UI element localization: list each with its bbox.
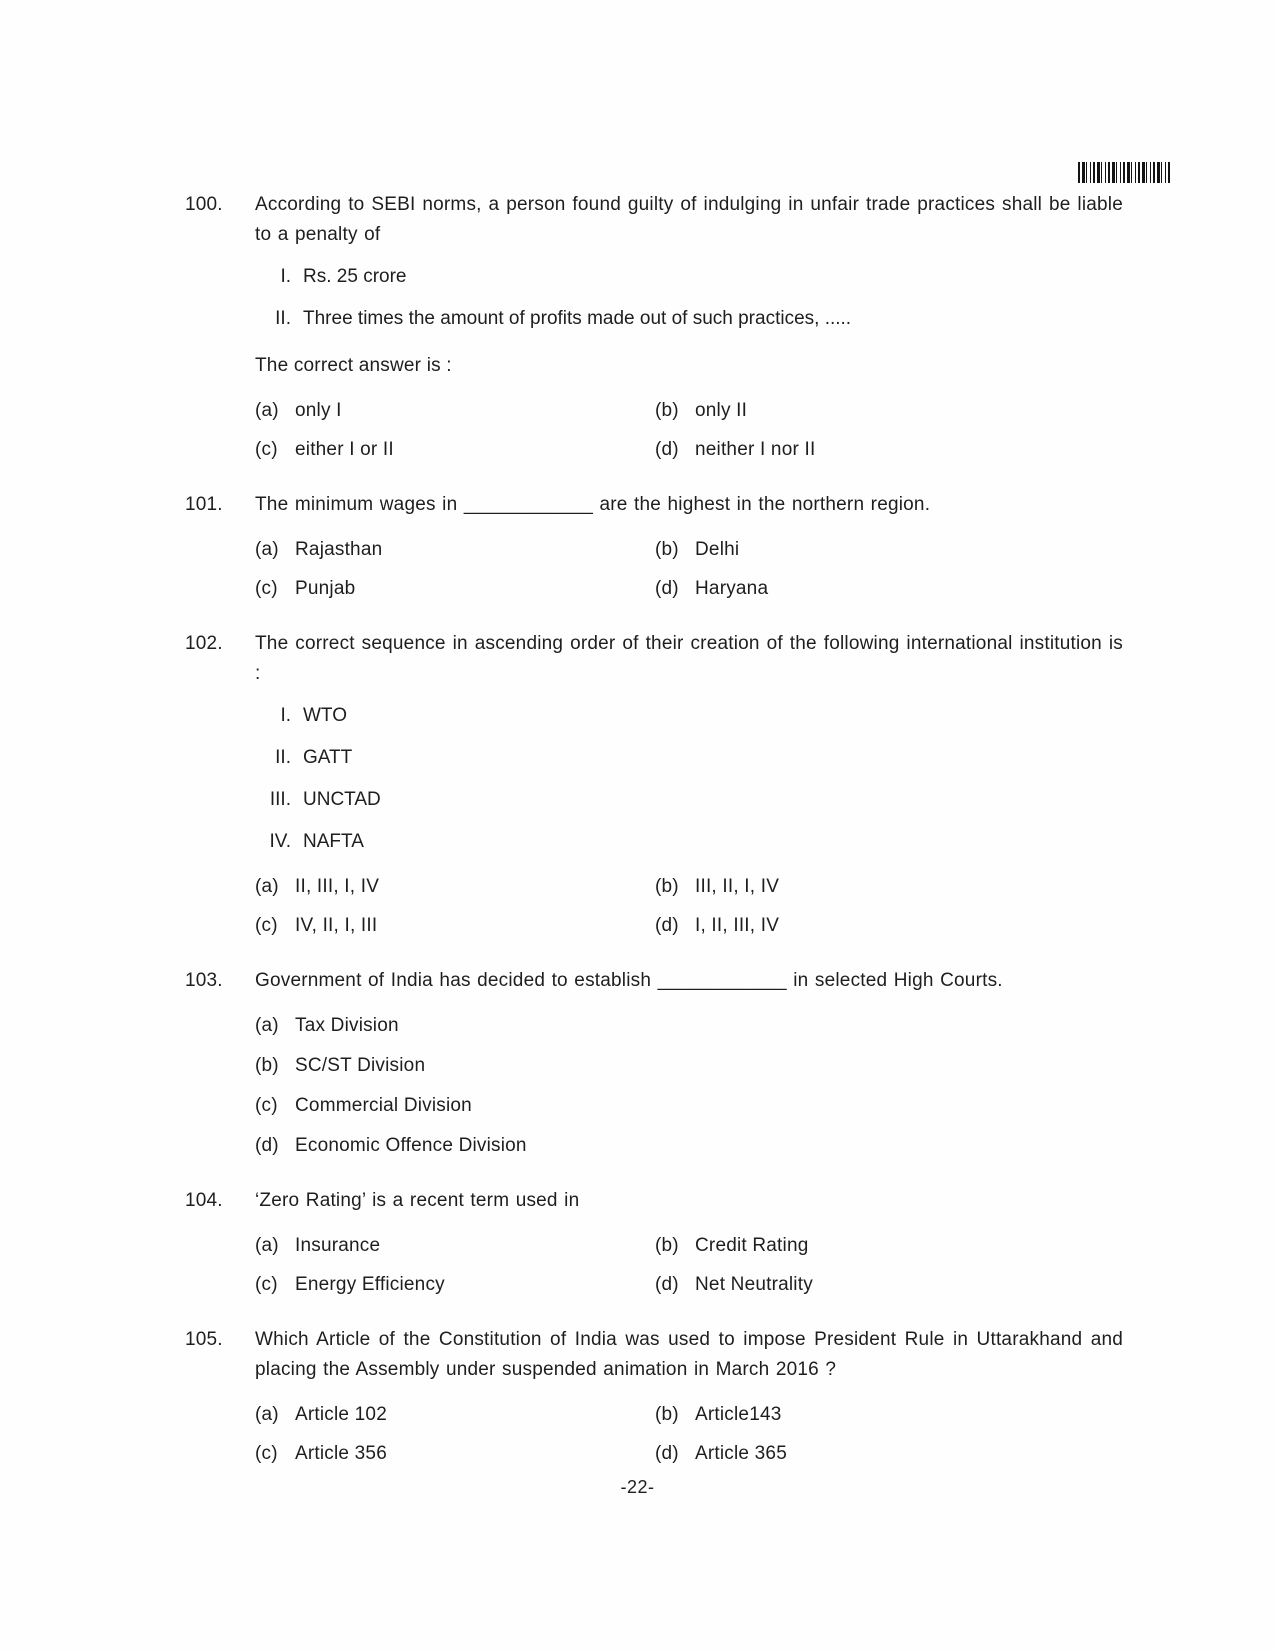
option-c [255, 1439, 655, 1468]
question-100 [0, 190, 1275, 464]
option-label: (a) [255, 1015, 279, 1036]
option-label: (c) [255, 578, 278, 599]
options-grid [255, 535, 1123, 603]
options-grid [255, 1231, 1123, 1299]
option-a [255, 872, 655, 901]
statement-text: Three times the amount of profits made out of such practices, ..... [303, 308, 852, 329]
option-a [255, 1231, 655, 1260]
option-label: (a) [255, 1404, 279, 1425]
option-text: II, III, I, IV [295, 876, 380, 897]
question-number: 102. [185, 633, 223, 654]
option-b [655, 396, 1123, 425]
question-body [255, 966, 1123, 1160]
option-text: Rajasthan [295, 539, 383, 560]
options-grid [255, 396, 1123, 464]
question-body [255, 190, 1123, 464]
option-text: either I or II [295, 439, 394, 460]
option-text: Article 356 [295, 1443, 387, 1464]
options-grid [255, 1400, 1123, 1468]
options-grid [255, 872, 1123, 940]
option-text: Punjab [295, 578, 356, 599]
question-body [255, 490, 1123, 603]
option-text: Article 102 [295, 1404, 387, 1425]
question-number: 100. [185, 194, 223, 215]
option-text: Article143 [695, 1404, 782, 1425]
option-label: (b) [655, 539, 679, 560]
option-text: Article 365 [695, 1443, 787, 1464]
option-label: (b) [655, 400, 679, 421]
statement-text: GATT [303, 747, 353, 768]
option-text: Commercial Division [295, 1095, 472, 1116]
question-text: According to SEBI norms, a person found guilty of indulging in unfair trade practices shall be liable to a penalty of [255, 194, 1123, 245]
question-number: 104. [185, 1190, 223, 1211]
question-104 [0, 1186, 1275, 1299]
option-label: (d) [655, 578, 679, 599]
question-text: The minimum wages in ____________ are the highest in the northern region. [255, 494, 931, 515]
option-a [255, 396, 655, 425]
option-text: only I [295, 400, 342, 421]
option-text: Economic Offence Division [295, 1135, 527, 1156]
question-body [255, 629, 1123, 940]
option-label: (a) [255, 1235, 279, 1256]
option-label: (a) [255, 400, 279, 421]
question-note: The correct answer is : [255, 355, 452, 376]
questions-list [0, 190, 1275, 1494]
option-text: Energy Efficiency [295, 1274, 445, 1295]
statement-label: II. [275, 308, 291, 329]
statement-text: WTO [303, 705, 347, 726]
question-body [255, 1325, 1123, 1468]
option-label: (d) [655, 439, 679, 460]
option-a [255, 535, 655, 564]
option-b [255, 1051, 1123, 1080]
option-d [655, 911, 1123, 940]
option-d [655, 1439, 1123, 1468]
option-text: Credit Rating [695, 1235, 809, 1256]
option-label: (b) [655, 876, 679, 897]
option-text: IV, II, I, III [295, 915, 378, 936]
option-d [655, 574, 1123, 603]
option-c [255, 1270, 655, 1299]
option-b [655, 1400, 1123, 1429]
option-text: only II [695, 400, 748, 421]
option-b [655, 872, 1123, 901]
option-d [255, 1131, 1123, 1160]
option-label: (c) [255, 1274, 278, 1295]
barcode-icon [1078, 162, 1170, 183]
option-text: Haryana [695, 578, 769, 599]
option-d [655, 1270, 1123, 1299]
option-label: (c) [255, 1443, 278, 1464]
statement-text: Rs. 25 crore [303, 266, 407, 287]
option-a [255, 1011, 1123, 1040]
question-text: Which Article of the Constitution of India was used to impose President Rule in Uttarakhand and placing the Assembly under suspended animation in March 2016 ? [255, 1329, 1123, 1380]
statement-item [255, 304, 1123, 334]
option-text: SC/ST Division [295, 1055, 426, 1076]
question-body [255, 1186, 1123, 1299]
option-a [255, 1400, 655, 1429]
statement-label: III. [269, 789, 291, 810]
option-text: Tax Division [295, 1015, 399, 1036]
statement-text: NAFTA [303, 831, 364, 852]
option-d [655, 435, 1123, 464]
option-text: I, II, III, IV [695, 915, 780, 936]
option-text: Delhi [695, 539, 740, 560]
question-number: 101. [185, 494, 223, 515]
option-c [255, 435, 655, 464]
option-text: III, II, I, IV [695, 876, 780, 897]
option-text: Insurance [295, 1235, 381, 1256]
statement-item [255, 701, 1123, 731]
option-text: neither I nor II [695, 439, 816, 460]
option-label: (c) [255, 915, 278, 936]
statement-text: UNCTAD [303, 789, 381, 810]
statement-label: I. [280, 266, 291, 287]
option-label: (d) [655, 915, 679, 936]
option-c [255, 574, 655, 603]
option-c [255, 911, 655, 940]
statement-label: I. [280, 705, 291, 726]
question-text: The correct sequence in ascending order of their creation of the following international institution is : [255, 633, 1123, 684]
option-label: (d) [255, 1135, 279, 1156]
question-101 [0, 490, 1275, 603]
statement-label: IV. [269, 831, 291, 852]
option-text: Net Neutrality [695, 1274, 813, 1295]
statement-label: II. [275, 747, 291, 768]
option-label: (d) [655, 1443, 679, 1464]
option-label: (b) [655, 1235, 679, 1256]
page-number: -22- [620, 1477, 655, 1497]
option-label: (b) [255, 1055, 279, 1076]
question-105 [0, 1325, 1275, 1468]
question-text: ‘Zero Rating’ is a recent term used in [255, 1190, 580, 1211]
statement-item [255, 743, 1123, 773]
option-b [655, 1231, 1123, 1260]
option-c [255, 1091, 1123, 1120]
question-102 [0, 629, 1275, 940]
option-label: (c) [255, 1095, 278, 1116]
statement-item [255, 262, 1123, 292]
option-label: (b) [655, 1404, 679, 1425]
statement-item [255, 785, 1123, 815]
statement-item [255, 827, 1123, 857]
option-label: (c) [255, 439, 278, 460]
question-103 [0, 966, 1275, 1160]
option-label: (d) [655, 1274, 679, 1295]
question-text: Government of India has decided to establish ____________ in selected High Courts. [255, 970, 1003, 991]
question-number: 103. [185, 970, 223, 991]
option-b [655, 535, 1123, 564]
option-label: (a) [255, 539, 279, 560]
option-label: (a) [255, 876, 279, 897]
options-grid [255, 1011, 1123, 1160]
question-number: 105. [185, 1329, 223, 1350]
